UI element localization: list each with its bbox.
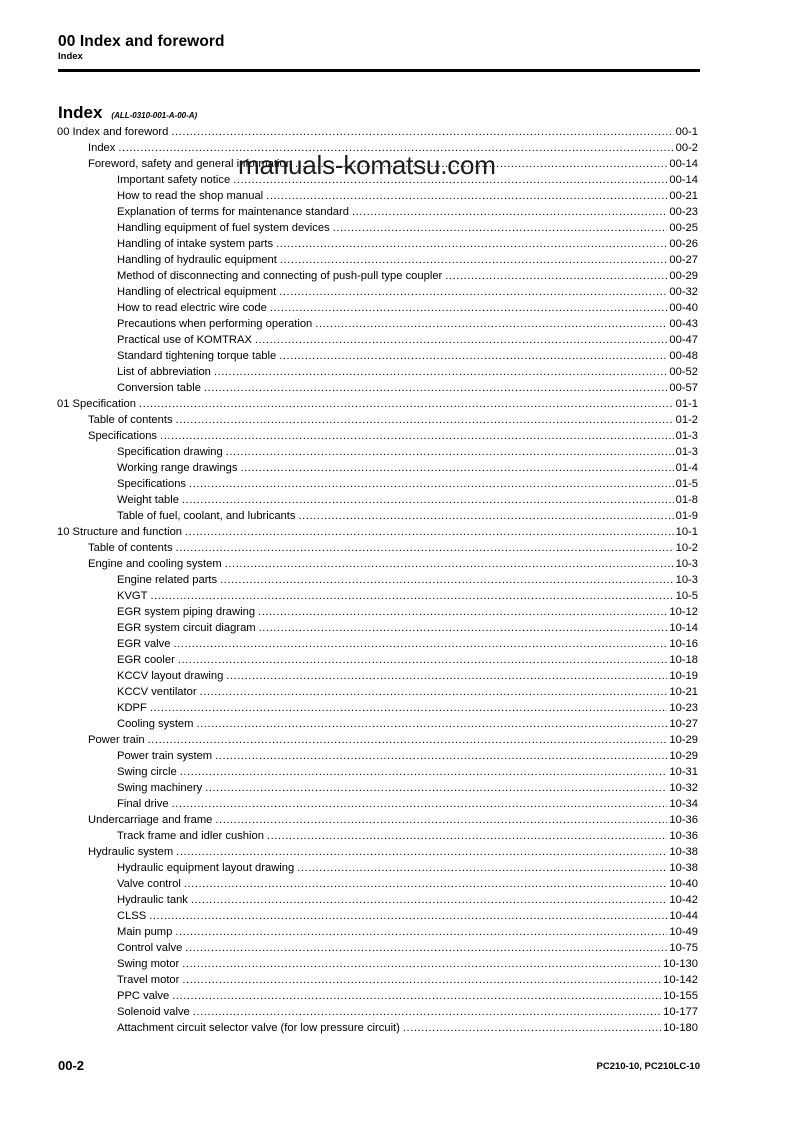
toc-leader-dots [280, 252, 668, 268]
toc-leader-dots [178, 652, 668, 668]
toc-entry-page: 10-49 [669, 926, 698, 938]
toc-entry-label: Cooling system [117, 718, 194, 730]
toc-entry-label: Power train system [117, 750, 213, 762]
footer-page-number: 00-2 [58, 1058, 85, 1073]
footer-model-name: PC210-10, PC210LC-10 [596, 1061, 700, 1072]
toc-leader-dots [297, 860, 667, 876]
toc-entry[interactable] [57, 268, 698, 284]
toc-entry-page: 10-38 [669, 862, 698, 874]
toc-entry-page: 00-43 [669, 318, 698, 330]
toc-entry-page: 10-180 [663, 1022, 698, 1034]
toc-entry-label: Swing motor [117, 958, 180, 970]
toc-leader-dots [214, 364, 667, 380]
toc-entry[interactable] [57, 620, 698, 636]
toc-leader-dots [149, 908, 667, 924]
toc-entry-label: Conversion table [117, 382, 201, 394]
table-of-contents [57, 124, 698, 1036]
toc-leader-dots [191, 892, 667, 908]
toc-entry[interactable] [57, 1020, 698, 1036]
toc-entry-page: 00-47 [669, 334, 698, 346]
toc-entry-page: 01-4 [675, 462, 698, 474]
toc-entry-label: Final drive [117, 798, 169, 810]
toc-entry-label: Precautions when performing operation [117, 318, 313, 330]
toc-entry-page: 10-40 [669, 878, 698, 890]
toc-entry[interactable] [57, 988, 698, 1004]
toc-entry-page: 10-130 [663, 958, 698, 970]
toc-entry[interactable] [57, 348, 698, 364]
toc-entry-page: 00-57 [669, 382, 698, 394]
toc-entry-label: Specifications [88, 430, 158, 442]
toc-entry[interactable] [57, 204, 698, 220]
toc-leader-dots [173, 636, 667, 652]
index-document-code: (ALL-0310-001-A-00-A) [111, 111, 198, 120]
toc-entry-label: Control valve [117, 942, 183, 954]
toc-leader-dots [171, 124, 673, 140]
toc-entry[interactable] [57, 572, 698, 588]
toc-leader-dots [189, 476, 674, 492]
toc-leader-dots [148, 732, 668, 748]
toc-entry-page: 00-29 [669, 270, 698, 282]
toc-entry[interactable] [57, 908, 698, 924]
toc-entry-label: EGR system circuit diagram [117, 622, 256, 634]
toc-entry-page: 00-40 [669, 302, 698, 314]
toc-entry-label: 01 Specification [57, 398, 136, 410]
toc-entry[interactable] [57, 684, 698, 700]
toc-entry[interactable] [57, 508, 698, 524]
toc-entry-page: 00-21 [669, 190, 698, 202]
toc-entry[interactable] [57, 796, 698, 812]
toc-leader-dots [225, 556, 674, 572]
toc-entry[interactable] [57, 972, 698, 988]
toc-leader-dots [150, 700, 668, 716]
toc-entry-label: Handling of hydraulic equipment [117, 254, 277, 266]
toc-leader-dots [139, 396, 674, 412]
toc-entry[interactable] [57, 540, 698, 556]
toc-entry[interactable] [57, 476, 698, 492]
toc-leader-dots [333, 220, 668, 236]
toc-entry-page: 10-42 [669, 894, 698, 906]
toc-leader-dots [185, 524, 674, 540]
toc-leader-dots [270, 300, 668, 316]
toc-entry-page: 10-34 [669, 798, 698, 810]
toc-entry-page: 10-14 [669, 622, 698, 634]
toc-entry-page: 10-75 [669, 942, 698, 954]
toc-entry-label: Working range drawings [117, 462, 238, 474]
toc-entry[interactable] [57, 252, 698, 268]
toc-entry-label: KCCV layout drawing [117, 670, 224, 682]
toc-leader-dots [182, 972, 661, 988]
watermark-text: manuals-komatsu.com [238, 150, 496, 180]
index-title: Index [58, 103, 103, 122]
toc-leader-dots [215, 748, 667, 764]
toc-leader-dots [279, 348, 667, 364]
toc-entry-page: 00-27 [669, 254, 698, 266]
toc-leader-dots [295, 156, 667, 172]
toc-entry[interactable] [57, 716, 698, 732]
toc-entry-page: 01-3 [675, 430, 698, 442]
toc-entry-page: 10-23 [669, 702, 698, 714]
toc-entry-label: List of abbreviation [117, 366, 211, 378]
toc-entry-label: Track frame and idler cushion [117, 830, 264, 842]
toc-leader-dots [182, 956, 661, 972]
toc-entry-page: 01-2 [675, 414, 698, 426]
toc-leader-dots [299, 508, 674, 524]
toc-entry-page: 00-2 [675, 142, 698, 154]
toc-entry[interactable] [57, 188, 698, 204]
toc-entry[interactable] [57, 124, 698, 140]
toc-entry[interactable] [57, 284, 698, 300]
toc-leader-dots [196, 716, 667, 732]
toc-leader-dots [204, 380, 667, 396]
toc-entry-page: 10-27 [669, 718, 698, 730]
toc-entry[interactable] [57, 876, 698, 892]
toc-leader-dots [267, 828, 667, 844]
toc-entry[interactable] [57, 956, 698, 972]
toc-entry-label: EGR system piping drawing [117, 606, 256, 618]
toc-entry-page: 10-36 [669, 830, 698, 842]
toc-entry-page: 00-1 [675, 126, 698, 138]
toc-entry[interactable] [57, 140, 698, 156]
toc-entry-label: Attachment circuit selector valve (for low pressure circuit) [117, 1022, 400, 1034]
toc-entry[interactable] [57, 396, 698, 412]
toc-entry-page: 10-18 [669, 654, 698, 666]
toc-entry-label: Method of disconnecting and connecting of push-pull type coupler [117, 270, 443, 282]
toc-entry[interactable] [57, 892, 698, 908]
toc-entry-page: 10-29 [669, 750, 698, 762]
toc-entry-page: 01-5 [675, 478, 698, 490]
toc-entry-label: Table of fuel, coolant, and lubricants [117, 510, 296, 522]
toc-leader-dots [182, 492, 674, 508]
toc-entry-page: 10-36 [669, 814, 698, 826]
toc-leader-dots [226, 668, 667, 684]
toc-entry-label: KVGT [117, 590, 148, 602]
toc-entry-label: Hydraulic tank [117, 894, 188, 906]
toc-entry-label: Index [88, 142, 116, 154]
toc-entry[interactable] [57, 780, 698, 796]
toc-leader-dots [233, 172, 667, 188]
toc-entry[interactable] [57, 604, 698, 620]
toc-leader-dots [276, 236, 667, 252]
toc-entry[interactable] [57, 636, 698, 652]
toc-entry[interactable] [57, 364, 698, 380]
toc-entry-page: 10-29 [669, 734, 698, 746]
toc-entry-label: EGR valve [117, 638, 171, 650]
toc-entry-page: 00-26 [669, 238, 698, 250]
toc-entry-page: 10-142 [663, 974, 698, 986]
toc-leader-dots [176, 540, 674, 556]
toc-entry-page: 10-2 [675, 542, 698, 554]
toc-entry-label: KCCV ventilator [117, 686, 197, 698]
toc-entry[interactable] [57, 300, 698, 316]
toc-entry[interactable] [57, 220, 698, 236]
toc-entry[interactable] [57, 460, 698, 476]
header-section-subtitle: Index [58, 51, 83, 62]
toc-leader-dots [259, 620, 668, 636]
toc-entry-label: Engine related parts [117, 574, 218, 586]
toc-entry-label: Hydraulic system [88, 846, 174, 858]
toc-leader-dots [200, 684, 668, 700]
toc-entry-label: CLSS [117, 910, 147, 922]
toc-entry-page: 01-8 [675, 494, 698, 506]
toc-entry-page: 10-32 [669, 782, 698, 794]
toc-entry-label: Main pump [117, 926, 173, 938]
toc-entry[interactable] [57, 412, 698, 428]
toc-entry-label: PPC valve [117, 990, 170, 1002]
toc-entry-page: 10-3 [675, 574, 698, 586]
toc-entry-label: Explanation of terms for maintenance standard [117, 206, 349, 218]
toc-entry[interactable] [57, 588, 698, 604]
toc-leader-dots [240, 460, 673, 476]
toc-entry[interactable] [57, 732, 698, 748]
toc-leader-dots [352, 204, 667, 220]
toc-leader-dots [172, 796, 668, 812]
toc-entry-label: How to read the shop manual [117, 190, 264, 202]
toc-entry[interactable] [57, 924, 698, 940]
toc-entry[interactable] [57, 236, 698, 252]
toc-leader-dots [176, 844, 667, 860]
toc-entry-label: Engine and cooling system [88, 558, 222, 570]
toc-entry-page: 00-25 [669, 222, 698, 234]
toc-entry-label: Swing machinery [117, 782, 203, 794]
toc-entry[interactable] [57, 332, 698, 348]
toc-leader-dots [266, 188, 667, 204]
toc-entry-page: 10-38 [669, 846, 698, 858]
toc-entry-page: 10-3 [675, 558, 698, 570]
toc-leader-dots [215, 812, 667, 828]
toc-entry-label: Important safety notice [117, 174, 231, 186]
toc-entry[interactable] [57, 556, 698, 572]
toc-entry-page: 10-21 [669, 686, 698, 698]
toc-entry-page: 10-5 [675, 590, 698, 602]
toc-leader-dots [184, 876, 668, 892]
toc-entry-label: KDPF [117, 702, 147, 714]
toc-entry[interactable] [57, 492, 698, 508]
toc-entry-label: EGR cooler [117, 654, 175, 666]
toc-entry-page: 10-44 [669, 910, 698, 922]
toc-entry[interactable] [57, 172, 698, 188]
toc-entry-page: 01-9 [675, 510, 698, 522]
toc-entry[interactable] [57, 380, 698, 396]
toc-entry[interactable] [57, 428, 698, 444]
toc-entry-label: Standard tightening torque table [117, 350, 277, 362]
toc-entry-page: 10-1 [675, 526, 698, 538]
toc-entry[interactable] [57, 316, 698, 332]
toc-entry[interactable] [57, 668, 698, 684]
toc-entry-page: 10-19 [669, 670, 698, 682]
toc-entry[interactable] [57, 764, 698, 780]
toc-entry[interactable] [57, 524, 698, 540]
toc-entry-label: Table of contents [88, 414, 173, 426]
toc-entry[interactable] [57, 156, 698, 172]
toc-entry-page: 10-31 [669, 766, 698, 778]
toc-entry-page: 10-16 [669, 638, 698, 650]
toc-leader-dots [118, 140, 673, 156]
toc-entry[interactable] [57, 844, 698, 860]
toc-entry-label: Specification drawing [117, 446, 223, 458]
toc-entry-page: 00-14 [669, 174, 698, 186]
toc-leader-dots [150, 588, 673, 604]
toc-entry-label: Practical use of KOMTRAX [117, 334, 252, 346]
toc-entry-page: 10-12 [669, 606, 698, 618]
toc-entry-label: Table of contents [88, 542, 173, 554]
toc-entry-label: Hydraulic equipment layout drawing [117, 862, 295, 874]
toc-entry-label: How to read electric wire code [117, 302, 267, 314]
toc-leader-dots [258, 604, 667, 620]
toc-entry-label: Weight table [117, 494, 179, 506]
toc-leader-dots [226, 444, 674, 460]
toc-entry-label: 00 Index and foreword [57, 126, 169, 138]
toc-entry[interactable] [57, 812, 698, 828]
header-rule [58, 69, 700, 72]
toc-entry-label: Power train [88, 734, 145, 746]
toc-entry-label: 10 Structure and function [57, 526, 183, 538]
toc-entry[interactable] [57, 1004, 698, 1020]
toc-leader-dots [220, 572, 673, 588]
toc-entry-label: Undercarriage and frame [88, 814, 213, 826]
toc-entry[interactable] [57, 652, 698, 668]
toc-leader-dots [175, 924, 667, 940]
header-section-title: 00 Index and foreword [58, 33, 225, 50]
toc-leader-dots [445, 268, 667, 284]
toc-leader-dots [205, 780, 667, 796]
toc-leader-dots [172, 988, 661, 1004]
toc-leader-dots [160, 428, 674, 444]
toc-leader-dots [185, 940, 667, 956]
toc-leader-dots [403, 1020, 661, 1036]
toc-entry[interactable] [57, 940, 698, 956]
toc-leader-dots [193, 1004, 661, 1020]
toc-leader-dots [176, 412, 674, 428]
toc-entry-page: 10-177 [663, 1006, 698, 1018]
toc-entry-label: Handling of electrical equipment [117, 286, 277, 298]
toc-entry[interactable] [57, 444, 698, 460]
toc-entry[interactable] [57, 748, 698, 764]
toc-entry-page: 00-52 [669, 366, 698, 378]
toc-entry-label: Foreword, safety and general information [88, 158, 292, 170]
toc-entry-page: 00-48 [669, 350, 698, 362]
toc-entry-page: 00-14 [669, 158, 698, 170]
toc-entry-label: Specifications [117, 478, 187, 490]
toc-entry-label: Valve control [117, 878, 181, 890]
toc-entry[interactable] [57, 860, 698, 876]
toc-entry-page: 01-1 [675, 398, 698, 410]
toc-entry-page: 01-3 [675, 446, 698, 458]
toc-entry-label: Handling equipment of fuel system devices [117, 222, 330, 234]
toc-entry-label: Handling of intake system parts [117, 238, 274, 250]
toc-entry-page: 00-32 [669, 286, 698, 298]
toc-entry-label: Travel motor [117, 974, 180, 986]
toc-leader-dots [279, 284, 667, 300]
toc-entry[interactable] [57, 700, 698, 716]
toc-entry-label: Solenoid valve [117, 1006, 190, 1018]
toc-entry-page: 00-23 [669, 206, 698, 218]
toc-leader-dots [180, 764, 668, 780]
toc-entry-label: Swing circle [117, 766, 177, 778]
index-heading [58, 103, 197, 122]
toc-leader-dots [315, 316, 667, 332]
toc-entry-page: 10-155 [663, 990, 698, 1002]
toc-entry[interactable] [57, 828, 698, 844]
toc-leader-dots [255, 332, 667, 348]
page-header [58, 33, 700, 63]
